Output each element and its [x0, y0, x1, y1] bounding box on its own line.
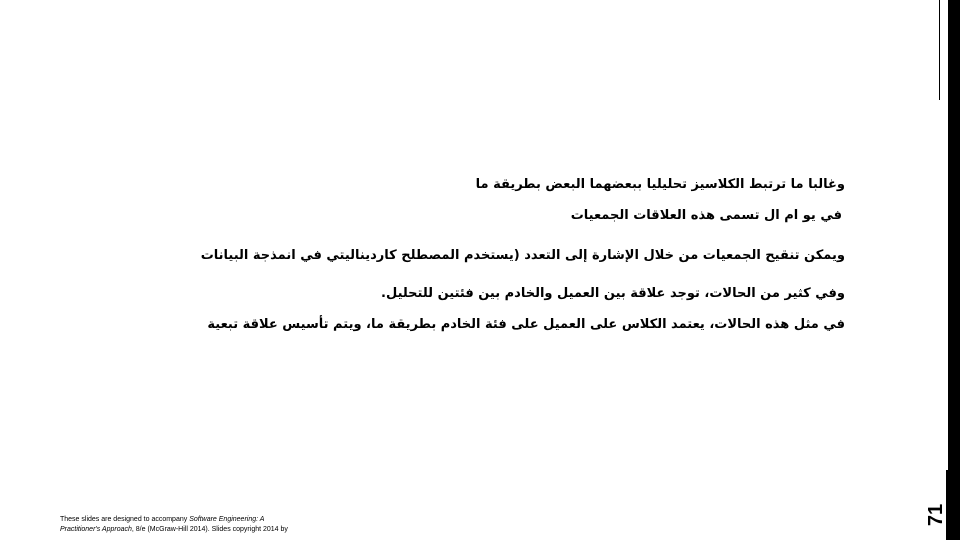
footer-book-title-1: Software Engineering: A	[189, 516, 265, 523]
body-line-2: في يو ام ال تسمى هذه العلاقات الجمعيات	[570, 208, 842, 223]
body-line-4: وفي كثير من الحالات، توجد علاقة بين العميل والخادم بين فئتين للتحليل.	[381, 286, 845, 301]
right-edge-band	[948, 0, 960, 540]
footer-rest: , 8/e (McGraw-Hill 2014). Slides copyright 2014 by	[131, 526, 288, 533]
page-number-text: 71	[925, 503, 947, 527]
footer-line-2	[60, 525, 400, 535]
body-line-3: ويمكن تنقيح الجمعيات من خلال الإشارة إلى التعدد (يستخدم المصطلح كارديناليتي في انمذجة البيانات	[200, 248, 845, 263]
footer-book-title-2: Practitioner's Approach	[60, 526, 132, 533]
page-number	[916, 500, 956, 530]
body-line-5: في مثل هذه الحالات، يعتمد الكلاس على العميل على فئة الخادم بطريقة ما، ويتم تأسيس علاقة تبعية	[207, 317, 845, 332]
footer-line-1	[60, 515, 400, 525]
top-accent-line	[939, 0, 940, 100]
footer-citation	[60, 515, 400, 535]
footer-prefix: These slides are designed to accompany	[60, 516, 190, 523]
body-line-1: وغالبا ما ترتبط الكلاسيز تحليليا ببعضهما البعض بطريقة ما	[475, 177, 845, 192]
